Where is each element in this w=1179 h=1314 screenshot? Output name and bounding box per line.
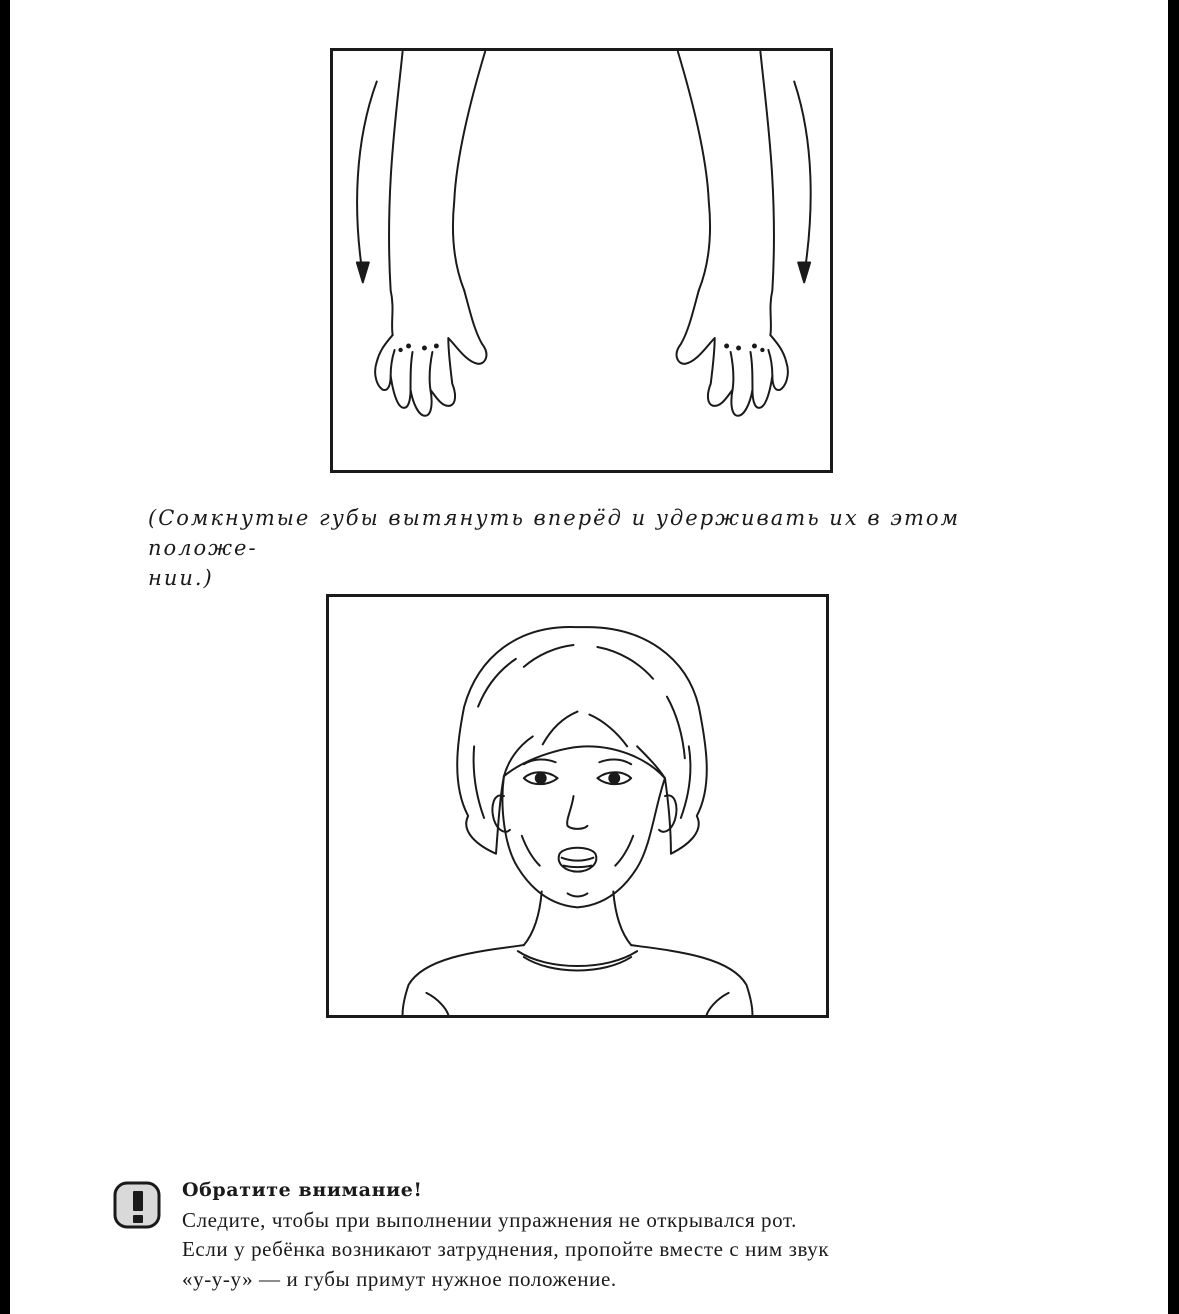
left-down-arrow	[357, 82, 377, 276]
right-arm-inner	[678, 52, 710, 291]
right-arm	[760, 52, 774, 335]
child-face-figure	[326, 594, 829, 1018]
note-title: Обратите внимание!	[182, 1179, 423, 1201]
neck	[524, 891, 631, 945]
exclamation-icon	[112, 1180, 164, 1232]
arms-hands-drawing	[333, 51, 830, 470]
attention-note	[112, 1176, 1072, 1306]
caption-line-1: (Сомкнутые губы вытянуть вперёд и удерживать их в этом положе-	[148, 506, 960, 560]
note-line-2: Если у ребёнка возникают затруднения, пропойте вместе с ним звук	[182, 1237, 830, 1261]
document-page	[10, 0, 1168, 1314]
nose	[567, 796, 587, 829]
caption-line-2: нии.)	[148, 566, 214, 590]
figure-caption	[148, 503, 1048, 593]
left-arm-inner	[453, 52, 485, 291]
note-line-1: Следите, чтобы при выполнении упражнения не открывался рот.	[182, 1207, 798, 1232]
note-text	[182, 1176, 1072, 1294]
face	[502, 776, 664, 907]
right-down-arrow	[794, 82, 810, 276]
shirt	[403, 945, 524, 1015]
left-arm	[389, 52, 403, 335]
child-face-drawing	[329, 597, 826, 1015]
arms-hands-figure	[330, 48, 833, 473]
note-line-3: «у-у-у» — и губы примут нужное положение.	[182, 1266, 617, 1291]
